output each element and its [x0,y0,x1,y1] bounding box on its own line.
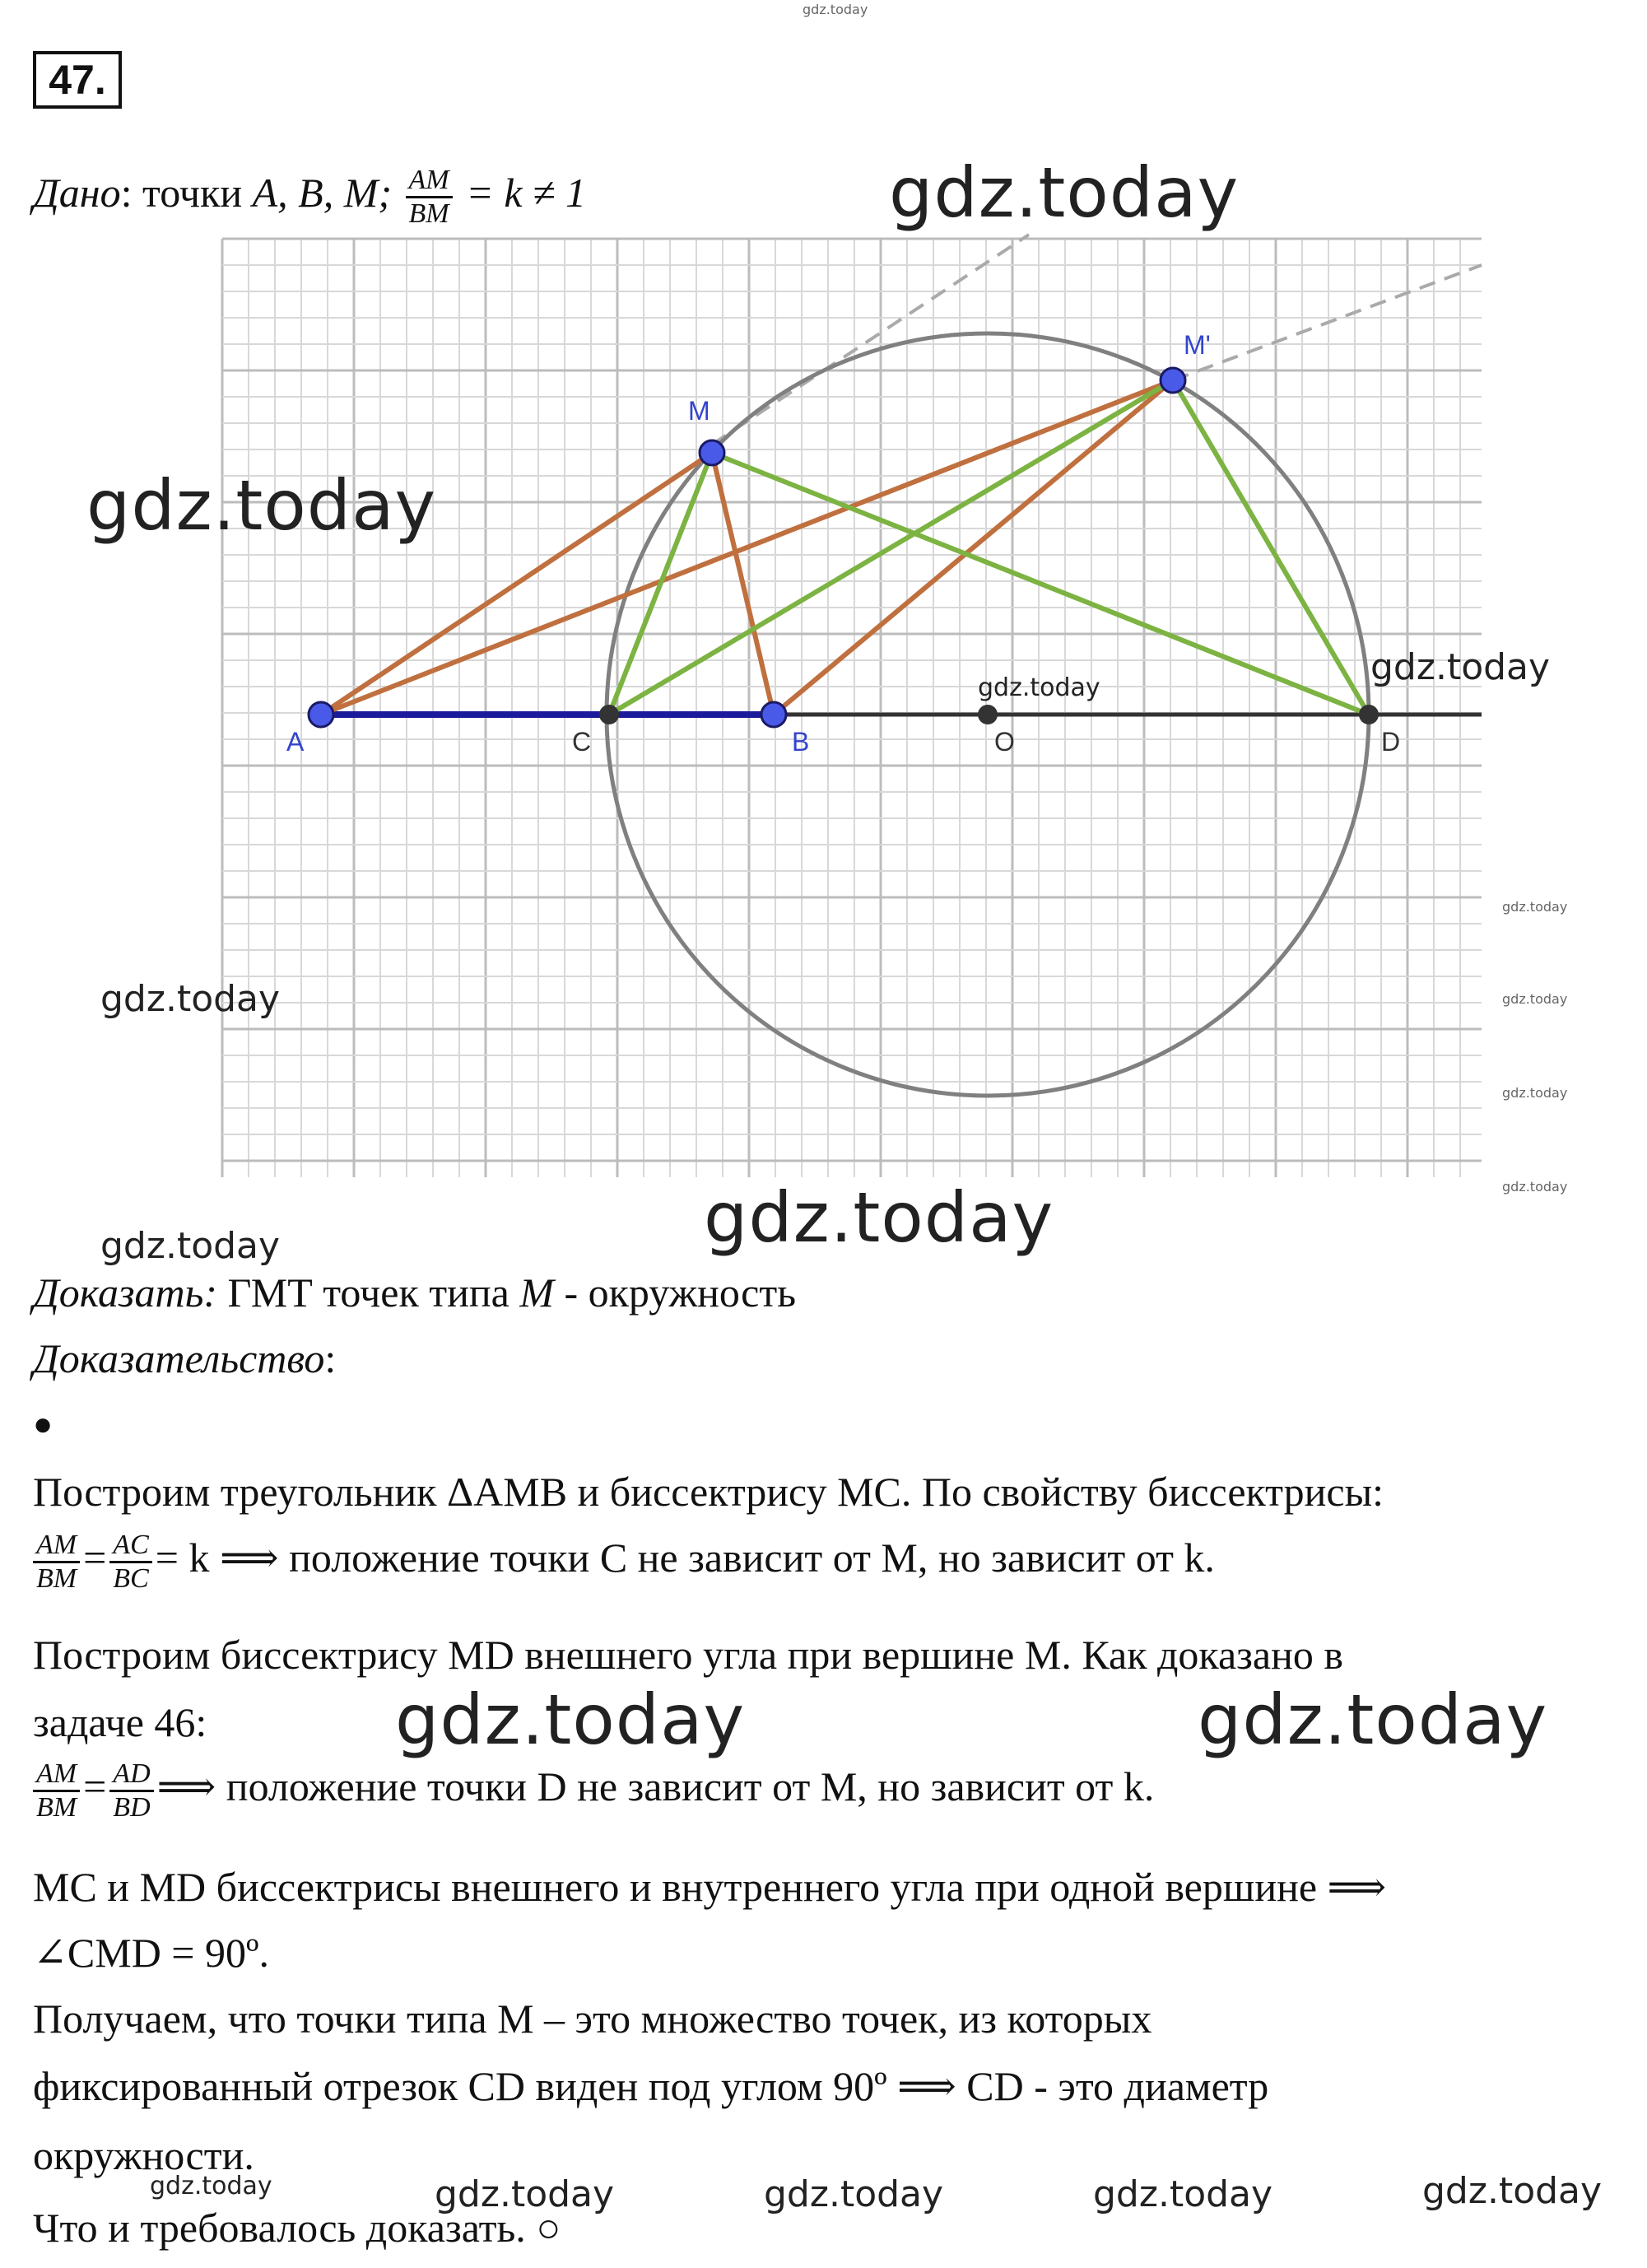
watermark: gdz.today [978,673,1100,702]
fraction-AD-BD [109,1758,153,1823]
given-ratio-num: AM [406,165,453,198]
label-M2: M' [1184,330,1211,360]
point-B [761,702,786,727]
watermark: gdz.today [1198,1679,1548,1760]
proof-line-9: фиксированный отрезок CD виден под углом 90º ⟹ CD - это диаметр [33,2063,1269,2109]
given-text: точки [142,169,243,216]
label-C: C [572,727,592,757]
watermark: gdz.today [1502,1085,1568,1101]
label-D: D [1381,727,1401,757]
segment-M2C [609,380,1173,715]
fraction-AC-BC [109,1530,151,1595]
proof-line-6: MC и MD биссектрисы внешнего и внутреннего угла при одной вершине ⟹ [33,1864,1387,1910]
given-colon: : [120,169,133,216]
bullet: ● [33,1405,54,1442]
label-B: B [792,727,810,757]
segment-M2D [1173,380,1369,715]
watermark: gdz.today [1502,991,1568,1007]
fraction-num: AM [33,1758,80,1792]
dashed-line-2 [1173,265,1482,380]
proof-colon: : [324,1335,337,1381]
equals-sign: = [83,1763,107,1809]
given-points: A, B, M; [252,169,393,216]
watermark: gdz.today [395,1679,746,1760]
fraction-num: AD [109,1758,153,1792]
point-M [700,440,724,465]
point-O [978,705,998,724]
label-O: O [994,727,1015,757]
watermark: gdz.today [1370,646,1551,688]
segment-AM2 [321,380,1173,715]
proof-line-10: окружности. [33,2132,254,2178]
fraction-den: BM [36,1563,77,1594]
watermark: gdz.today [803,2,868,17]
watermark: gdz.today [704,1177,1054,1258]
watermark: gdz.today [150,2172,272,2200]
equals-sign: = [83,1534,107,1581]
proof-line-3: Построим биссектрису MD внешнего угла при вершине M. Как доказано в [33,1632,1343,1678]
proof-label: Доказательство [33,1335,325,1381]
proof-line-2-rest: = k ⟹ положение точки C не зависит от M, но зависит от k. [155,1534,1215,1581]
grid [222,239,1482,1177]
point-D [1359,705,1379,724]
prove-var: M [519,1269,554,1316]
watermark: gdz.today [86,465,437,546]
proof-line-5-rest: ⟹ положение точки D не зависит от M, но зависит от k. [156,1763,1155,1809]
proof-heading [33,1334,336,1383]
proof-line-1: Построим треугольник ΔAMB и биссектрису MC. По свойству биссектрисы: [33,1469,1384,1515]
point-A [309,702,333,727]
label-M: M [688,396,710,426]
fraction-num: AC [109,1530,151,1563]
proof-line-4: задаче 46: [33,1699,207,1745]
prove-line [33,1268,796,1317]
watermark: gdz.today [435,2173,615,2215]
label-A: A [286,727,305,757]
watermark: gdz.today [1093,2173,1273,2215]
watermark: gdz.today [764,2173,944,2215]
point-M2 [1161,368,1185,393]
watermark: gdz.today [100,1225,281,1267]
segment-M2B [774,380,1173,715]
proof-line-2 [33,1530,1215,1595]
fraction-den: BC [113,1563,149,1594]
fraction-AM-BM [33,1530,80,1595]
watermark: gdz.today [889,152,1240,233]
dashed-line-1 [712,235,1029,445]
given-ratio-den: BM [408,198,449,229]
segment-MB [712,453,774,715]
watermark: gdz.today [100,978,281,1020]
proof-line-8: Получаем, что точки типа M – это множество точек, из которых [33,1996,1152,2042]
fraction-num: AM [33,1530,80,1563]
watermark: gdz.today [1502,899,1568,915]
watermark: gdz.today [1422,2170,1603,2212]
fraction-AM-BM [33,1758,80,1823]
proof-line-11: Что и требовалось доказать. ○ [33,2205,561,2251]
fraction-den: BM [36,1792,77,1823]
problem-number: 47. [33,51,122,109]
prove-tail: - окружность [553,1269,797,1316]
point-C [599,705,619,724]
given-tail: = k ≠ 1 [466,169,586,216]
watermark: gdz.today [1502,1179,1568,1195]
prove-label: Доказать: [33,1269,217,1316]
given-label: Дано [33,169,121,216]
proof-line-7: ∠CMD = 90º. [33,1930,270,1976]
fraction-den: BD [113,1792,151,1823]
proof-line-5 [33,1758,1154,1823]
prove-text: ГМТ точек типа [216,1269,520,1316]
